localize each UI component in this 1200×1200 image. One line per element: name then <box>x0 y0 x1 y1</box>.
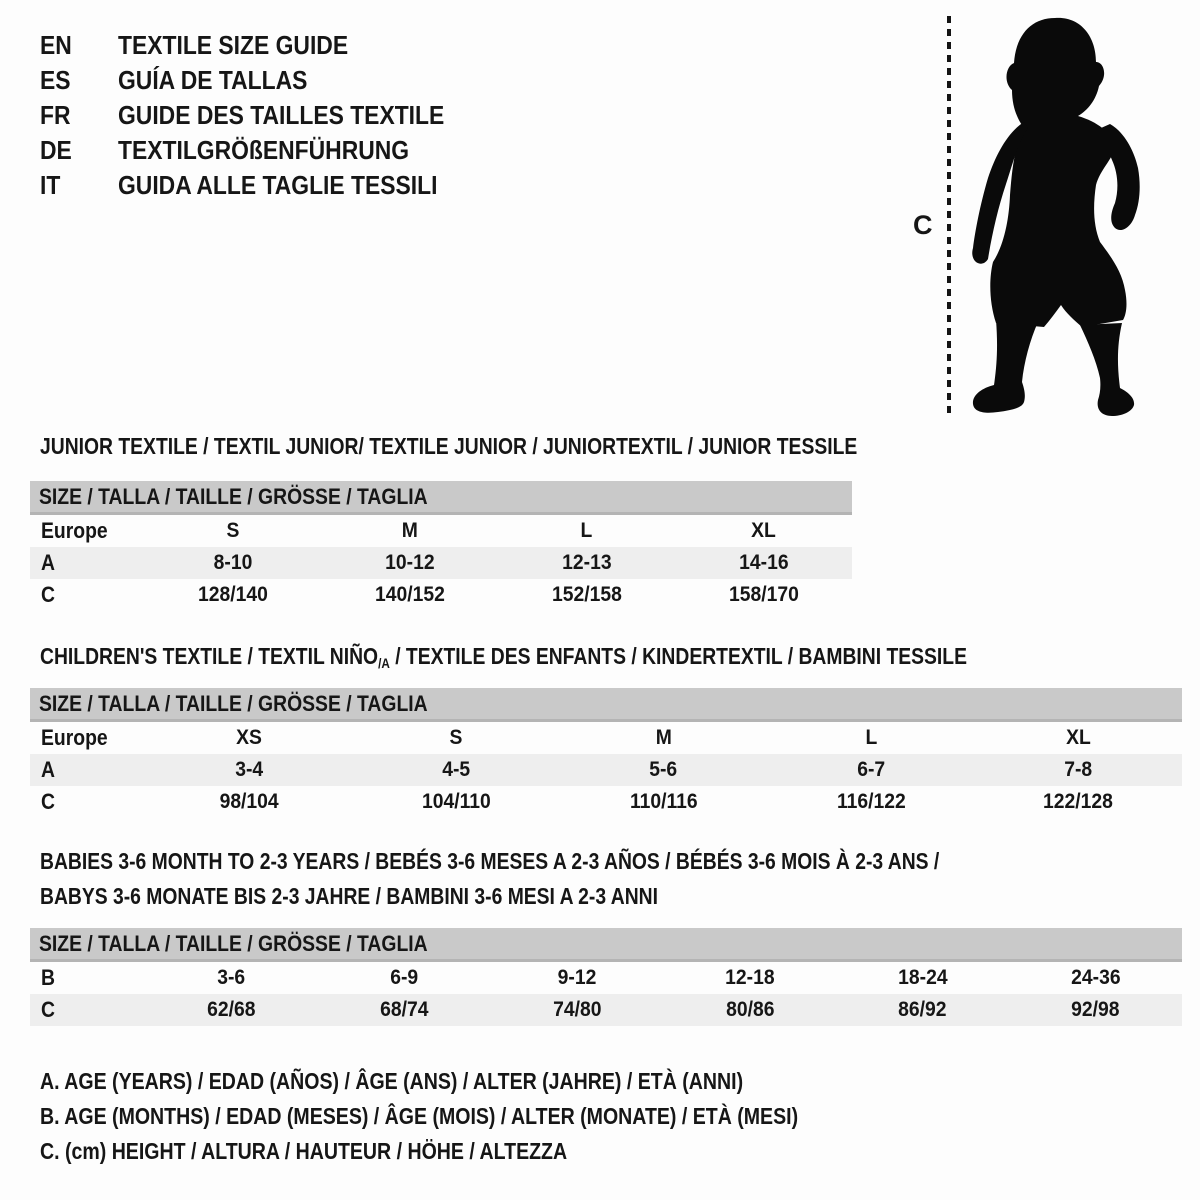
table-cell <box>663 966 836 990</box>
table-cell <box>491 998 664 1022</box>
table-cell <box>499 519 676 543</box>
table-cell-text: 158/170 <box>728 583 799 606</box>
row-label-text: C <box>41 582 55 607</box>
table-cell-text: 152/158 <box>551 583 622 606</box>
table-cell-text: 74/80 <box>552 998 602 1021</box>
table-cell-text: 140/152 <box>375 583 446 606</box>
table-cell <box>560 726 767 750</box>
lang-code: EN <box>40 30 72 60</box>
table-row <box>30 962 1182 994</box>
table-cell-text: 92/98 <box>1071 998 1120 1021</box>
table-cell <box>767 790 974 814</box>
table-cell-text: 3-4 <box>234 758 263 781</box>
guide-title-de: TEXTILGRÖßENFÜHRUNG <box>118 135 410 165</box>
table-cell <box>836 998 1009 1022</box>
table-cell-text: L <box>580 519 593 542</box>
table-cell-text: 4-5 <box>442 758 471 781</box>
table-size-header-text: SIZE / TALLA / TAILLE / GRÖSSE / TAGLIA <box>39 931 428 956</box>
table-size-header-band <box>30 688 1182 722</box>
junior-size-table <box>30 481 852 611</box>
table-cell <box>675 583 852 607</box>
table-cell-text: 86/92 <box>898 998 947 1021</box>
table-cell <box>145 519 322 543</box>
guide-title-es: GUÍA DE TALLAS <box>118 65 308 95</box>
table-cell <box>499 551 676 575</box>
table-cell-text: 7-8 <box>1064 758 1093 781</box>
table-cell-text: 3-6 <box>217 966 246 989</box>
nino-a-subscript: /A <box>378 655 390 671</box>
lang-row-fr <box>40 98 489 133</box>
table-cell <box>767 758 974 782</box>
table-cell-text: 5-6 <box>649 758 678 781</box>
table-cell-text: 110/116 <box>629 790 698 813</box>
table-cell <box>322 519 499 543</box>
table-cell <box>352 726 559 750</box>
babies-textile-title-line2: BABYS 3-6 MONATE BIS 2-3 JAHRE / BAMBINI 3-6 MESI A 2-3 ANNI <box>40 883 658 909</box>
table-cell-text: 18-24 <box>898 966 948 989</box>
children-size-table <box>30 688 1182 818</box>
language-header <box>40 28 489 203</box>
legend-age-years: A. AGE (YEARS) / EDAD (AÑOS) / ÂGE (ANS) / ALTER (JAHRE) / ETÀ (ANNI) <box>40 1068 744 1094</box>
legend-height-cm: C. (cm) HEIGHT / ALTURA / HAUTEUR / HÖHE / ALTEZZA <box>40 1138 568 1164</box>
table-row <box>30 515 852 547</box>
table-row <box>30 994 1182 1026</box>
table-cell <box>663 998 836 1022</box>
table-cell-text: 116/122 <box>836 790 906 813</box>
row-label-text: Europe <box>41 518 108 543</box>
row-label <box>30 757 145 783</box>
table-size-header-text: SIZE / TALLA / TAILLE / GRÖSSE / TAGLIA <box>39 484 428 509</box>
guide-title-en: TEXTILE SIZE GUIDE <box>118 30 349 60</box>
table-size-header-band <box>30 481 852 515</box>
lang-row-es <box>40 63 489 98</box>
table-cell-text: 10-12 <box>385 551 435 574</box>
table-row <box>30 722 1182 754</box>
table-cell <box>145 551 322 575</box>
row-label <box>30 518 145 544</box>
table-cell-text: XS <box>235 726 262 749</box>
toddler-silhouette-icon <box>960 10 1150 420</box>
height-measure-label: C <box>913 210 933 240</box>
table-size-header-text: SIZE / TALLA / TAILLE / GRÖSSE / TAGLIA <box>39 691 428 716</box>
row-label-text: A <box>41 757 55 782</box>
row-label-text: C <box>41 789 55 814</box>
guide-title-it: GUIDA ALLE TAGLIE TESSILI <box>118 170 438 200</box>
height-measure-dashed-line <box>947 16 951 416</box>
table-cell <box>352 758 559 782</box>
table-cell <box>145 966 318 990</box>
toddler-right-leg <box>1080 323 1134 416</box>
table-cell-text: 62/68 <box>207 998 256 1021</box>
table-cell <box>767 726 974 750</box>
table-cell <box>318 966 491 990</box>
table-cell-text: 122/128 <box>1043 790 1114 813</box>
table-cell <box>975 758 1182 782</box>
table-cell-text: M <box>402 519 419 542</box>
table-cell <box>675 551 852 575</box>
table-cell-text: L <box>865 726 877 749</box>
babies-textile-title-line1: BABIES 3-6 MONTH TO 2-3 YEARS / BEBÉS 3-6 MESES A 2-3 AÑOS / BÉBÉS 3-6 MOIS À 2-3 ANS / <box>40 848 940 874</box>
table-cell <box>322 583 499 607</box>
table-cell <box>975 726 1182 750</box>
table-size-header-band <box>30 928 1182 962</box>
table-cell <box>352 790 559 814</box>
toddler-left-leg <box>973 320 1038 413</box>
row-label <box>30 725 145 751</box>
table-cell <box>836 966 1009 990</box>
table-cell <box>1009 966 1182 990</box>
row-label-text: Europe <box>41 725 108 750</box>
table-cell <box>560 758 767 782</box>
toddler-body <box>990 18 1126 327</box>
row-label <box>30 789 145 815</box>
table-cell <box>975 790 1182 814</box>
table-cell-text: 6-9 <box>390 966 419 989</box>
table-cell <box>491 966 664 990</box>
table-row <box>30 754 1182 786</box>
table-cell-text: 104/110 <box>421 790 491 813</box>
table-cell <box>1009 998 1182 1022</box>
table-cell <box>499 583 676 607</box>
table-cell-text: 14-16 <box>738 551 789 574</box>
table-row <box>30 547 852 579</box>
table-cell-text: 9-12 <box>557 966 597 989</box>
legend-age-months: B. AGE (MONTHS) / EDAD (MESES) / ÂGE (MOIS) / ALTER (MONATE) / ETÀ (MESI) <box>40 1103 799 1129</box>
table-row <box>30 786 1182 818</box>
table-cell <box>675 519 852 543</box>
lang-row-en <box>40 28 489 63</box>
table-cell <box>560 790 767 814</box>
table-cell-text: 98/104 <box>219 790 279 813</box>
row-label-text: B <box>41 965 55 990</box>
table-cell <box>318 998 491 1022</box>
children-textile-title: CHILDREN'S TEXTILE / TEXTIL $NIÑO_{/A}$ / TEXTILE DES ENFANTS / KINDERTEXTIL / BAMBINI TESSILE <box>40 643 967 671</box>
table-cell-text: 6-7 <box>856 758 885 781</box>
table-cell-text: M <box>655 726 672 749</box>
table-cell <box>145 726 352 750</box>
table-cell-text: S <box>226 519 240 542</box>
table-cell <box>322 551 499 575</box>
lang-code: ES <box>40 65 71 95</box>
table-cell-text: 12-13 <box>562 551 612 574</box>
lang-code: FR <box>40 100 71 130</box>
row-label-text: A <box>41 550 55 575</box>
table-cell <box>145 998 318 1022</box>
table-cell-text: XL <box>751 519 776 542</box>
lang-row-de <box>40 133 489 168</box>
table-row <box>30 579 852 611</box>
table-cell-text: 128/140 <box>198 583 269 606</box>
table-cell-text: XL <box>1065 726 1091 749</box>
table-cell <box>145 790 352 814</box>
row-label-text: C <box>41 997 55 1022</box>
table-cell-text: 24-36 <box>1070 966 1121 989</box>
row-label <box>30 965 145 991</box>
babies-size-table <box>30 928 1182 1026</box>
table-cell-text: 8-10 <box>214 551 253 574</box>
row-label <box>30 550 145 576</box>
lang-row-it <box>40 168 489 203</box>
table-cell-text: 12-18 <box>725 966 775 989</box>
toddler-right-arm <box>1101 124 1140 230</box>
row-label <box>30 997 145 1023</box>
table-cell-text: 80/86 <box>725 998 775 1021</box>
junior-textile-title: JUNIOR TEXTILE / TEXTIL JUNIOR/ TEXTILE JUNIOR / JUNIORTEXTIL / JUNIOR TESSILE <box>40 433 858 459</box>
table-cell-text: 68/74 <box>380 998 429 1021</box>
table-cell <box>145 758 352 782</box>
guide-title-fr: GUIDE DES TAILLES TEXTILE <box>118 100 445 130</box>
lang-code: DE <box>40 135 72 165</box>
table-cell-text: S <box>449 726 463 749</box>
lang-code: IT <box>40 170 61 200</box>
table-cell <box>145 583 322 607</box>
row-label <box>30 582 145 608</box>
